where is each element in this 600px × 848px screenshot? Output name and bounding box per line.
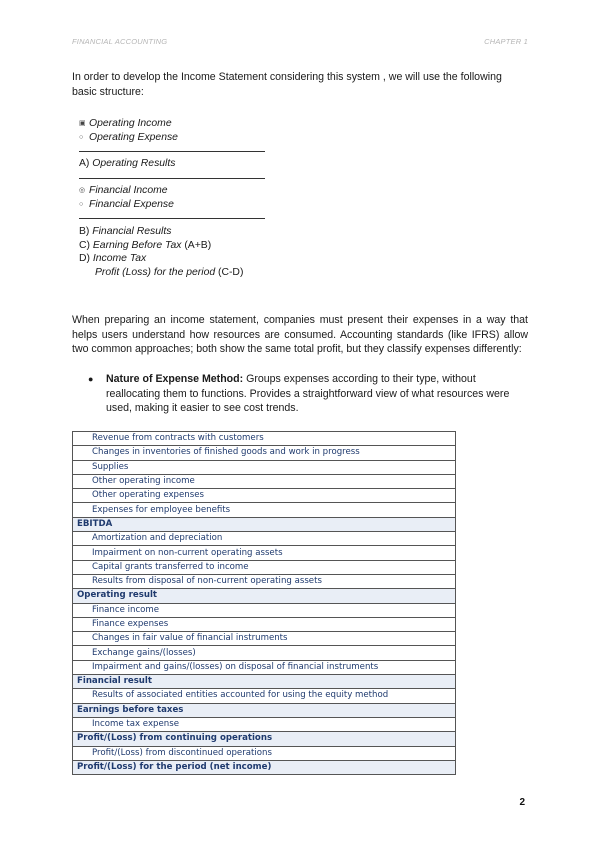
- structure-suffix: (C-D): [215, 266, 244, 278]
- bullet-icon: ▣: [79, 120, 86, 127]
- structure-group-operating: [79, 117, 269, 144]
- structure-item: [79, 184, 269, 198]
- structure-item-label: Operating Income: [89, 118, 172, 129]
- bullet-icon: ○: [79, 133, 84, 141]
- table-cell-label: Impairment on non-current operating assets: [73, 546, 456, 560]
- structure-item-label: Operating Expense: [89, 131, 178, 143]
- table-cell-label: Supplies: [73, 460, 456, 474]
- structure-result-d: [79, 252, 269, 266]
- page-number: 2: [519, 797, 525, 808]
- table-row: [73, 532, 456, 546]
- table-cell-label: Impairment and gains/(losses) on disposal of financial instruments: [73, 660, 456, 674]
- structure-result-c: [79, 239, 269, 253]
- structure-result-a: [79, 157, 269, 171]
- structure-item: [79, 117, 269, 131]
- structure-item: [79, 131, 269, 145]
- table-cell-label: Income tax expense: [73, 717, 456, 731]
- table-cell-label: Operating result: [73, 589, 456, 603]
- table-row: [73, 746, 456, 760]
- table-cell-label: Financial result: [73, 675, 456, 689]
- structure-item-label: Financial Income: [89, 185, 168, 196]
- table-cell-label: Capital grants transferred to income: [73, 560, 456, 574]
- structure-item: [79, 198, 269, 212]
- table-cell-label: Other operating expenses: [73, 489, 456, 503]
- structure-result-b: [79, 225, 269, 239]
- table-row: [73, 489, 456, 503]
- table-row: [73, 646, 456, 660]
- bullet-icon: ○: [79, 200, 84, 208]
- divider: [79, 151, 265, 152]
- table-subtotal-row: [73, 760, 456, 774]
- divider: [79, 218, 265, 219]
- table-subtotal-row: [73, 732, 456, 746]
- table-cell-label: Expenses for employee benefits: [73, 503, 456, 517]
- table-row: [73, 474, 456, 488]
- table-row: [73, 603, 456, 617]
- table-cell-label: EBITDA: [73, 517, 456, 531]
- structure-item-label: Financial Expense: [89, 198, 174, 210]
- table-cell-label: Revenue from contracts with customers: [73, 432, 456, 446]
- table-cell-label: Finance expenses: [73, 617, 456, 631]
- structure-result-label: Profit (Loss) for the period: [95, 266, 216, 278]
- table-cell-label: Results of associated entities accounted for using the equity method: [73, 689, 456, 703]
- table-cell-label: Amortization and depreciation: [73, 532, 456, 546]
- header-right: CHAPTER 1: [484, 37, 528, 46]
- table-row: [73, 574, 456, 588]
- bullet-text: [106, 372, 528, 416]
- structure-prefix: B): [79, 226, 93, 237]
- table-cell-label: Other operating income: [73, 474, 456, 488]
- body-paragraph: When preparing an income statement, companies must present their expenses in a way that helps users understand how resources are consumed. Accounting standards (like IFRS) allow two common approaches; both show the same total profit, but they classify expenses differently:: [72, 314, 528, 356]
- table-row: [73, 560, 456, 574]
- divider: [79, 178, 265, 179]
- structure-results: [79, 225, 269, 279]
- table-cell-label: Changes in inventories of finished goods and work in progress: [73, 446, 456, 460]
- table-row: [73, 689, 456, 703]
- table-row: [73, 660, 456, 674]
- table-cell-label: Profit/(Loss) from continuing operations: [73, 732, 456, 746]
- table-cell-label: Finance income: [73, 603, 456, 617]
- bullet-dot-icon: ●: [88, 374, 94, 384]
- table-row: [73, 617, 456, 631]
- table-cell-label: Profit/(Loss) from discontinued operations: [73, 746, 456, 760]
- table-row: [73, 446, 456, 460]
- table-cell-label: Exchange gains/(losses): [73, 646, 456, 660]
- structure-result-label: Financial Results: [92, 226, 172, 237]
- table-cell-label: Profit/(Loss) for the period (net income): [73, 760, 456, 774]
- table-row: [73, 460, 456, 474]
- bullet-icon: ◎: [79, 187, 86, 194]
- structure-profit: [79, 266, 269, 280]
- structure-suffix: (A+B): [181, 239, 212, 251]
- table-cell-label: Changes in fair value of financial instruments: [73, 632, 456, 646]
- table-subtotal-row: [73, 517, 456, 531]
- income-statement-table: [72, 431, 456, 775]
- structure-result-label: Earning Before Tax: [92, 239, 182, 251]
- table-subtotal-row: [73, 589, 456, 603]
- table-row: [73, 432, 456, 446]
- table-row: [73, 632, 456, 646]
- table-subtotal-row: [73, 703, 456, 717]
- structure-prefix: C): [79, 239, 93, 251]
- intro-paragraph: In order to develop the Income Statement considering this system , we will use the following basic structure:: [72, 71, 502, 98]
- header-left: FINANCIAL ACCOUNTING: [72, 37, 168, 46]
- bullet-item-nature-method: [88, 372, 528, 416]
- structure-result-label: Operating Results: [92, 158, 176, 169]
- structure-group-financial: [79, 184, 269, 211]
- table-row: [73, 546, 456, 560]
- table-row: [73, 717, 456, 731]
- structure-result-label: Income Tax: [92, 253, 147, 264]
- table-subtotal-row: [73, 675, 456, 689]
- bullet-title: Nature of Expense Method:: [106, 373, 244, 385]
- table-cell-label: Results from disposal of non-current operating assets: [73, 574, 456, 588]
- structure-prefix: A): [79, 158, 93, 169]
- table-row: [73, 503, 456, 517]
- bullet-body: Groups expenses according to their type, without reallocating them to functions. Provides a straightforward view of what resources were used, making it easier to see cost trends.: [106, 373, 510, 415]
- table-cell-label: Earnings before taxes: [73, 703, 456, 717]
- structure-prefix: D): [79, 253, 93, 264]
